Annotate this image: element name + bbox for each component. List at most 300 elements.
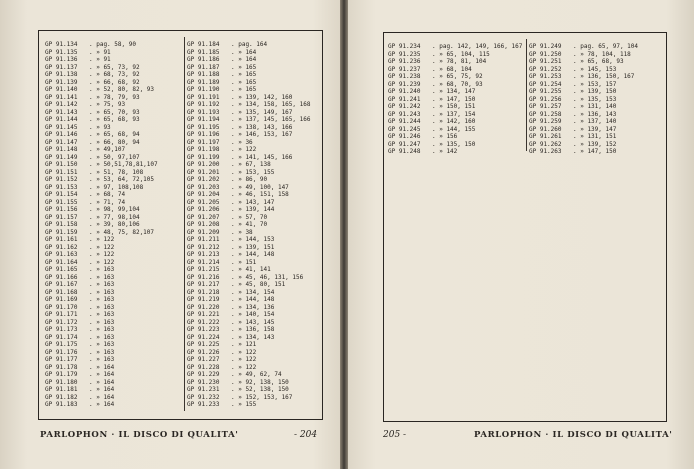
index-entry [529, 51, 663, 59]
index-entry [45, 334, 183, 342]
index-entry [45, 281, 183, 289]
index-entry [187, 176, 321, 184]
page-references: . » 139, 151 [231, 243, 275, 251]
index-entry [187, 364, 321, 372]
index-entry [388, 148, 526, 156]
record-number: GP 91.225 [187, 341, 220, 348]
record-number: GP 91.179 [45, 371, 78, 378]
index-entry [45, 371, 183, 379]
index-entry [187, 49, 321, 57]
record-number: GP 91.181 [45, 386, 78, 393]
index-entry [187, 319, 321, 327]
index-entry [388, 88, 526, 96]
record-number: GP 91.262 [529, 140, 562, 148]
record-number: GP 91.178 [45, 363, 78, 371]
record-number: GP 91.138 [45, 71, 78, 78]
index-entry [187, 206, 321, 214]
record-number: GP 91.261 [529, 133, 562, 140]
column-divider [184, 37, 185, 411]
record-number: GP 91.148 [45, 146, 78, 153]
index-entry [45, 236, 183, 244]
index-entry [388, 126, 526, 134]
record-number: GP 91.215 [187, 266, 220, 273]
page-references: . » 136, 143 [573, 110, 617, 118]
index-entry [187, 229, 321, 237]
index-entry [45, 274, 183, 282]
page-references: . » 164 [89, 363, 115, 371]
page-references: . » 51, 78, 108 [89, 168, 144, 176]
record-number: GP 91.163 [45, 251, 78, 258]
index-entry [187, 311, 321, 319]
record-number: GP 91.145 [45, 123, 78, 131]
index-entry [388, 58, 526, 66]
index-entry [45, 394, 183, 402]
record-number: GP 91.169 [45, 296, 78, 303]
page-references: . » 41, 141 [231, 266, 271, 273]
page-references: . » 165 [231, 71, 257, 78]
index-entry [45, 139, 183, 147]
page-references: . » 122 [231, 356, 257, 363]
record-number: GP 91.187 [187, 63, 220, 71]
page-references: . » 164 [231, 56, 257, 63]
record-number: GP 91.204 [187, 191, 220, 198]
page-references: . » 131, 151 [573, 133, 617, 140]
page-references: . » 136, 150, 167 [573, 73, 635, 80]
record-number: GP 91.236 [388, 58, 421, 65]
page-references: . » 49,107 [89, 146, 126, 153]
index-entry [45, 229, 183, 237]
record-number: GP 91.176 [45, 348, 78, 356]
index-entry [45, 101, 183, 109]
page-references: . » 164 [89, 393, 115, 401]
index-entry [45, 124, 183, 132]
page-references: . » 86, 90 [231, 176, 268, 183]
index-entry [529, 133, 663, 141]
page-references: . » 142, 160 [432, 118, 476, 125]
index-entry [45, 266, 183, 274]
index-entry [187, 101, 321, 109]
record-number: GP 91.259 [529, 118, 562, 125]
record-number: GP 91.226 [187, 348, 220, 356]
record-number: GP 91.220 [187, 303, 220, 311]
record-number: GP 91.238 [388, 73, 421, 80]
index-entry [187, 289, 321, 297]
page-references: . » 68, 74 [89, 191, 126, 198]
page-references: . » 48, 75, 82,107 [89, 228, 155, 236]
index-entry [187, 56, 321, 64]
page-references: . » 163 [89, 318, 115, 326]
record-number: GP 91.249 [529, 43, 562, 50]
page-references: . » 49, 62, 74 [231, 371, 282, 378]
index-entry [388, 103, 526, 111]
index-entry [187, 86, 321, 94]
index-entry [45, 154, 183, 162]
index-entry [45, 131, 183, 139]
record-number: GP 91.229 [187, 371, 220, 378]
record-number: GP 91.216 [187, 273, 220, 281]
page-references: . » 66, 68, 92 [89, 78, 140, 86]
page-references: . pag. 164 [231, 41, 268, 48]
page-references: . » 137, 145, 165, 166 [231, 116, 311, 123]
record-number: GP 91.167 [45, 281, 78, 288]
record-number: GP 91.201 [187, 168, 220, 176]
record-number: GP 91.205 [187, 198, 220, 206]
index-entry [187, 356, 321, 364]
index-entry [45, 311, 183, 319]
record-number: GP 91.254 [529, 80, 562, 88]
record-number: GP 91.164 [45, 258, 78, 266]
record-number: GP 91.227 [187, 356, 220, 363]
record-number: GP 91.151 [45, 168, 78, 176]
record-number: GP 91.196 [187, 131, 220, 138]
index-entry [45, 356, 183, 364]
page-references: . pag. 65, 97, 104 [573, 43, 639, 50]
index-entry [45, 49, 183, 57]
page-references: . » 153, 157 [573, 80, 617, 88]
page-references: . » 92, 138, 150 [231, 378, 289, 386]
page-references: . » 164 [89, 401, 115, 408]
right-footer-title: PARLOPHON · IL DISCO DI QUALITA' [474, 430, 673, 440]
record-number: GP 91.183 [45, 401, 78, 408]
index-entry [187, 266, 321, 274]
page-references: . » 164 [89, 378, 115, 386]
index-entry [388, 118, 526, 126]
record-number: GP 91.175 [45, 341, 78, 348]
index-entry [187, 341, 321, 349]
page-references: . » 145, 153 [573, 65, 617, 73]
record-number: GP 91.237 [388, 65, 421, 73]
index-entry [45, 199, 183, 207]
page-references: . » 163 [89, 333, 115, 341]
index-entry [529, 58, 663, 66]
record-number: GP 91.156 [45, 206, 78, 213]
index-entry [187, 259, 321, 267]
page-references: . » 143, 145 [231, 318, 275, 326]
page-references: . » 139, 152 [573, 140, 617, 148]
page-references: . » 163 [89, 303, 115, 311]
index-entry [529, 88, 663, 96]
index-entry [45, 206, 183, 214]
page-references: . » 46, 151, 158 [231, 191, 289, 198]
page-references: . » 38 [231, 228, 253, 236]
index-entry [187, 221, 321, 229]
page-references: . » 41, 70 [231, 221, 268, 228]
index-entry [187, 124, 321, 132]
page-references: . » 78, 81, 104 [432, 58, 487, 65]
index-entry [45, 176, 183, 184]
index-entry [187, 371, 321, 379]
page-references: . » 139, 147 [573, 125, 617, 133]
record-number: GP 91.144 [45, 116, 78, 123]
record-number: GP 91.252 [529, 65, 562, 73]
index-entry [45, 86, 183, 94]
page-references: . » 135, 150 [432, 140, 476, 148]
page-references: . » 39, 80,106 [89, 221, 140, 228]
record-number: GP 91.209 [187, 228, 220, 236]
record-number: GP 91.217 [187, 281, 220, 288]
record-number: GP 91.208 [187, 221, 220, 228]
page-references: . » 165 [231, 63, 257, 71]
record-number: GP 91.139 [45, 78, 78, 86]
index-entry [187, 161, 321, 169]
index-entry [529, 43, 663, 51]
index-entry [45, 326, 183, 334]
record-number: GP 91.136 [45, 56, 78, 63]
record-number: GP 91.200 [187, 161, 220, 168]
page-references: . » 68, 104 [432, 65, 472, 73]
record-number: GP 91.154 [45, 191, 78, 198]
page-references: . » 163 [89, 326, 115, 333]
record-number: GP 91.195 [187, 123, 220, 131]
record-number: GP 91.212 [187, 243, 220, 251]
record-number: GP 91.171 [45, 311, 78, 318]
record-number: GP 91.222 [187, 318, 220, 326]
record-number: GP 91.153 [45, 183, 78, 191]
record-number: GP 91.213 [187, 251, 220, 258]
record-number: GP 91.260 [529, 125, 562, 133]
page-references: . » 152, 153, 167 [231, 393, 293, 401]
record-number: GP 91.198 [187, 146, 220, 153]
page-references: . » 147, 150 [573, 148, 617, 155]
page-references: . » 134, 154 [231, 288, 275, 296]
right-index-frame [383, 32, 667, 422]
index-entry [187, 146, 321, 154]
record-number: GP 91.234 [388, 43, 421, 50]
index-entry [529, 81, 663, 89]
page-references: . » 163 [89, 288, 115, 296]
index-entry [187, 41, 321, 49]
record-number: GP 91.159 [45, 228, 78, 236]
record-number: GP 91.186 [187, 56, 220, 63]
page-references: . » 65, 70, 93 [89, 108, 140, 116]
page-references: . » 65, 68, 94 [89, 131, 140, 138]
page-references: . » 139, 150 [573, 88, 617, 95]
record-number: GP 91.173 [45, 326, 78, 333]
record-number: GP 91.263 [529, 148, 562, 155]
page-references: . » 65, 104, 115 [432, 50, 490, 58]
record-number: GP 91.203 [187, 183, 220, 191]
page-references: . » 122 [231, 363, 257, 371]
page-references: . » 146, 153, 167 [231, 131, 293, 138]
index-entry [388, 133, 526, 141]
index-entry [45, 296, 183, 304]
page-references: . » 122 [231, 348, 257, 356]
index-entry [45, 289, 183, 297]
page-references: . » 136, 158 [231, 326, 275, 333]
record-number: GP 91.134 [45, 41, 78, 48]
page-references: . » 147, 150 [432, 95, 476, 103]
index-entry [187, 116, 321, 124]
right-index-column-1 [388, 43, 526, 156]
page-references: . » 144, 148 [231, 251, 275, 258]
index-entry [187, 94, 321, 102]
record-number: GP 91.239 [388, 80, 421, 88]
page-references: . » 45, 80, 151 [231, 281, 286, 288]
record-number: GP 91.244 [388, 118, 421, 125]
page-references: . » 135, 153 [573, 95, 617, 103]
index-entry [45, 341, 183, 349]
page-references: . » 138, 143, 166 [231, 123, 293, 131]
index-entry [529, 66, 663, 74]
page-references: . » 134, 158, 165, 168 [231, 101, 311, 108]
page-references: . » 65, 68, 93 [573, 58, 624, 65]
index-entry [388, 66, 526, 74]
index-entry [187, 169, 321, 177]
page-references: . » 165 [231, 78, 257, 86]
index-entry [187, 251, 321, 259]
index-entry [187, 191, 321, 199]
record-number: GP 91.177 [45, 356, 78, 363]
index-entry [388, 111, 526, 119]
record-number: GP 91.147 [45, 138, 78, 146]
index-entry [187, 131, 321, 139]
index-entry [187, 71, 321, 79]
page-references: . » 65, 75, 92 [432, 73, 483, 80]
record-number: GP 91.245 [388, 125, 421, 133]
page-references: . » 144, 155 [432, 125, 476, 133]
page-references: . » 121 [231, 341, 257, 348]
record-number: GP 91.219 [187, 296, 220, 303]
record-number: GP 91.253 [529, 73, 562, 80]
record-number: GP 91.166 [45, 273, 78, 281]
record-number: GP 91.137 [45, 63, 78, 71]
index-entry [45, 349, 183, 357]
page-references: . » 53, 64, 72,105 [89, 176, 155, 183]
page-references: . » 65, 73, 92 [89, 63, 140, 71]
record-number: GP 91.197 [187, 138, 220, 146]
index-entry [187, 379, 321, 387]
index-entry [45, 41, 183, 49]
index-entry [45, 244, 183, 252]
page-references: . » 91 [89, 48, 111, 56]
record-number: GP 91.232 [187, 393, 220, 401]
index-entry [187, 274, 321, 282]
index-entry [529, 118, 663, 126]
record-number: GP 91.194 [187, 116, 220, 123]
record-number: GP 91.165 [45, 266, 78, 273]
page-references: . » 68, 70, 93 [432, 80, 483, 88]
index-entry [187, 349, 321, 357]
page-references: . » 36 [231, 138, 253, 146]
record-number: GP 91.168 [45, 288, 78, 296]
index-entry [529, 148, 663, 156]
left-index-column-1 [45, 41, 183, 409]
page-references: . » 93 [89, 123, 111, 131]
page-references: . » 163 [89, 341, 115, 348]
index-entry [187, 401, 321, 409]
index-entry [187, 236, 321, 244]
page-references: . » 163 [89, 281, 115, 288]
left-index-frame [38, 30, 323, 420]
record-number: GP 91.241 [388, 95, 421, 103]
index-entry [45, 146, 183, 154]
page-references: . » 98, 99,104 [89, 206, 140, 213]
page-references: . » 134, 143 [231, 333, 275, 341]
index-entry [529, 103, 663, 111]
index-entry [529, 126, 663, 134]
page-references: . » 78, 104, 118 [573, 50, 631, 58]
record-number: GP 91.223 [187, 326, 220, 333]
index-entry [45, 161, 183, 169]
index-entry [45, 251, 183, 259]
page-references: . » 122 [231, 146, 257, 153]
page-references: . » 52, 138, 150 [231, 386, 289, 393]
record-number: GP 91.257 [529, 103, 562, 110]
record-number: GP 91.185 [187, 48, 220, 56]
index-entry [388, 43, 526, 51]
index-entry [45, 94, 183, 102]
page-references: . » 150, 151 [432, 103, 476, 110]
index-entry [388, 96, 526, 104]
page-references: . » 134, 147 [432, 88, 476, 95]
index-entry [187, 304, 321, 312]
page-references: . » 131, 140 [573, 103, 617, 110]
page-references: . » 164 [89, 371, 115, 378]
record-number: GP 91.250 [529, 50, 562, 58]
index-entry [45, 64, 183, 72]
index-entry [45, 116, 183, 124]
page-references: . » 143, 147 [231, 198, 275, 206]
record-number: GP 91.135 [45, 48, 78, 56]
page-references: . » 71, 74 [89, 198, 126, 206]
left-footer-title: PARLOPHON · IL DISCO DI QUALITA' [40, 430, 239, 440]
record-number: GP 91.140 [45, 86, 78, 93]
index-entry [45, 184, 183, 192]
left-page-number: - 204 [294, 430, 318, 440]
page-references: . » 137, 154 [432, 110, 476, 118]
record-number: GP 91.233 [187, 401, 220, 408]
record-number: GP 91.240 [388, 88, 421, 95]
index-entry [529, 141, 663, 149]
record-number: GP 91.228 [187, 363, 220, 371]
page-references: . » 164 [89, 386, 115, 393]
record-number: GP 91.258 [529, 110, 562, 118]
index-entry [45, 259, 183, 267]
index-entry [45, 191, 183, 199]
record-number: GP 91.170 [45, 303, 78, 311]
index-entry [529, 111, 663, 119]
page-references: . » 151 [231, 258, 257, 266]
index-entry [45, 364, 183, 372]
index-entry [187, 64, 321, 72]
page-references: . » 156 [432, 133, 458, 140]
page-references: . » 45, 46, 131, 156 [231, 273, 304, 281]
index-entry [45, 56, 183, 64]
index-entry [187, 184, 321, 192]
record-number: GP 91.182 [45, 393, 78, 401]
page-references: . » 137, 140 [573, 118, 617, 125]
page-references: . » 49, 100, 147 [231, 183, 289, 191]
record-number: GP 91.142 [45, 101, 78, 108]
page-references: . » 134, 136 [231, 303, 275, 311]
index-entry [187, 386, 321, 394]
index-entry [187, 79, 321, 87]
index-entry [187, 326, 321, 334]
page-references: . » 155 [231, 401, 257, 408]
index-entry [187, 281, 321, 289]
record-number: GP 91.180 [45, 378, 78, 386]
index-entry [187, 296, 321, 304]
book-gutter [340, 0, 348, 469]
index-entry [187, 394, 321, 402]
index-entry [187, 214, 321, 222]
right-index-column-2 [529, 43, 663, 156]
record-number: GP 91.255 [529, 88, 562, 95]
page-references: . » 50, 97,107 [89, 153, 140, 161]
record-number: GP 91.224 [187, 333, 220, 341]
page-references: . » 153, 155 [231, 168, 275, 176]
record-number: GP 91.214 [187, 258, 220, 266]
